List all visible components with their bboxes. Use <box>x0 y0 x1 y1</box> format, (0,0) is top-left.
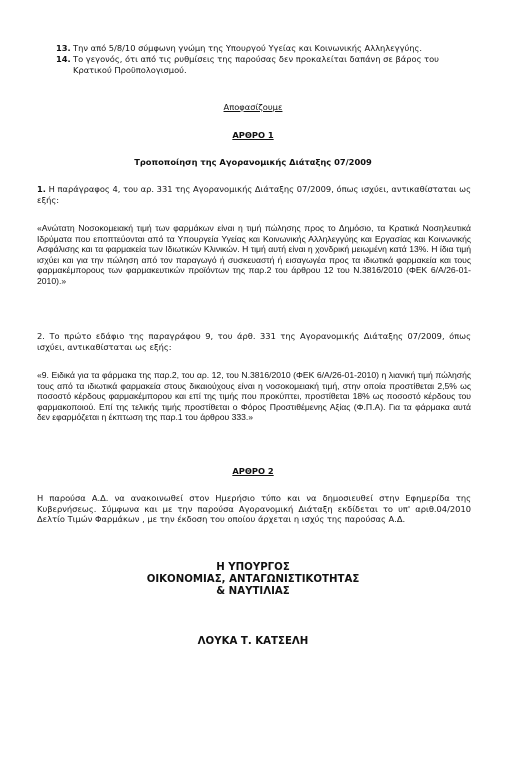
signature-ministry: ΟΙΚΟΝΟΜΙΑΣ, ΑΝΤΑΓΩΝΙΣΤΙΚΟΤΗΤΑΣ <box>146 574 360 585</box>
list-item-number: 13. <box>56 43 71 53</box>
article-1-subtitle: Τροποποίηση της Αγορανομικής Διάταξης 07/2009 <box>134 157 372 167</box>
paragraph-text: Η παράγραφος 4, του αρ. 331 της Αγορανομικής Διάταξης 07/2009, όπως ισχύει, αντικαθίσταται ως εξής: <box>37 184 471 205</box>
decision-heading: Αποφασίζουμε <box>223 102 283 112</box>
quoted-amendment-1: «Ανώτατη Νοσοκομειακή τιμή των φαρμάκων είναι η τιμή πώλησης προς το Δημόσιο, τα Κρατικά Νοσηλευτικά Ιδρύματα που εποπτεύονται από τα Υπουργεία Υγείας και Κοινωνικής Αλληλεγγύης και Εργασίας και Κοινωνικής Ασφάλισης και τα φαρμακεία των Ιδιωτικών Κλινικών. Η τιμή αυτή είναι η χονδρική μειωμένη κατά 13%. Η ίδια τιμή ισχύει και για την πώληση από τον παραγωγό ή συσκευαστή ή εισαγωγέα προς τα ιδιωτικά φαρμακεία και τους φαρμακέμπορους των φαρμακευτικών προϊόντων της παρ.2 του άρθρου 12 του Ν.3816/2010 (ΦΕΚ 6/Α/26-01-2010).» <box>37 223 471 286</box>
signature-ministry-2: & ΝΑΥΤΙΛΙΑΣ <box>216 586 290 597</box>
article-1-heading: ΑΡΘΡΟ 1 <box>232 130 274 140</box>
list-item-text: Το γεγονός, ότι από τις ρυθμίσεις της παρούσας δεν προκαλείται δαπάνη σε βάρος του Κρατικού Προϋπολογισμού. <box>73 54 439 75</box>
signature-title: Η ΥΠΟΥΡΓΟΣ <box>216 562 290 573</box>
signatory-name: ΛΟΥΚΑ Τ. ΚΑΤΣΕΛΗ <box>197 636 309 647</box>
list-item-text: Την από 5/8/10 σύμφωνη γνώμη της Υπουργού Υγείας και Κοινωνικής Αλληλεγγύης. <box>73 43 423 53</box>
paragraph-number: 1. <box>37 184 46 194</box>
article-1-paragraph-2: 2. Το πρώτο εδάφιο της παραγράφου 9, του άρθ. 331 της Αγορανομικής Διάταξης 07/2009, όπως ισχύει, αντικαθίσταται ως εξής: <box>37 331 471 352</box>
article-1-paragraph-1 <box>37 184 471 205</box>
list-item-number: 14. <box>56 54 71 64</box>
article-2-text: Η παρούσα Α.Δ. να ανακοινωθεί στον Ημερήσιο τύπο και να δημοσιευθεί στην Εφημερίδα της Κυβερνήσεως. Σύμφωνα και με την παρούσα Αγορανομική Διάταξη εκδίδεται το υπ' αριθ.04/2010 Δελτίο Τιμών Φαρμάκων , με την έκδοση του οποίου άρχεται η ισχύς της παρούσας Α.Δ. <box>37 493 471 525</box>
quoted-amendment-2: «9. Ειδικά για τα φάρμακα της παρ.2, του αρ. 12, του Ν.3816/2010 (ΦΕΚ 6/Α/26-01-2010) η λιανική τιμή πώλησής τους από τα ιδιωτικά φαρμακεία στους δικαιούχους είναι η νοσοκομειακή τιμή, στην οποία προστίθεται 2,5% ως ποσοστό κέρδους φαρμακέμπορου και επί της τιμής που προκύπτει, προστίθεται 18% ως ποσοστό κέρδους του φαρμακοποιού. Επί της τελικής τιμής προστίθεται ο Φόρος Προστιθέμενης Αξίας (Φ.Π.Α). Για τα φάρμακα αυτά δεν εφαρμόζεται η έκπτωση της παρ.1 του άρθρου 333.» <box>37 370 471 423</box>
list-item <box>56 54 464 75</box>
list-item <box>56 43 464 54</box>
article-2-heading: ΑΡΘΡΟ 2 <box>232 466 274 476</box>
